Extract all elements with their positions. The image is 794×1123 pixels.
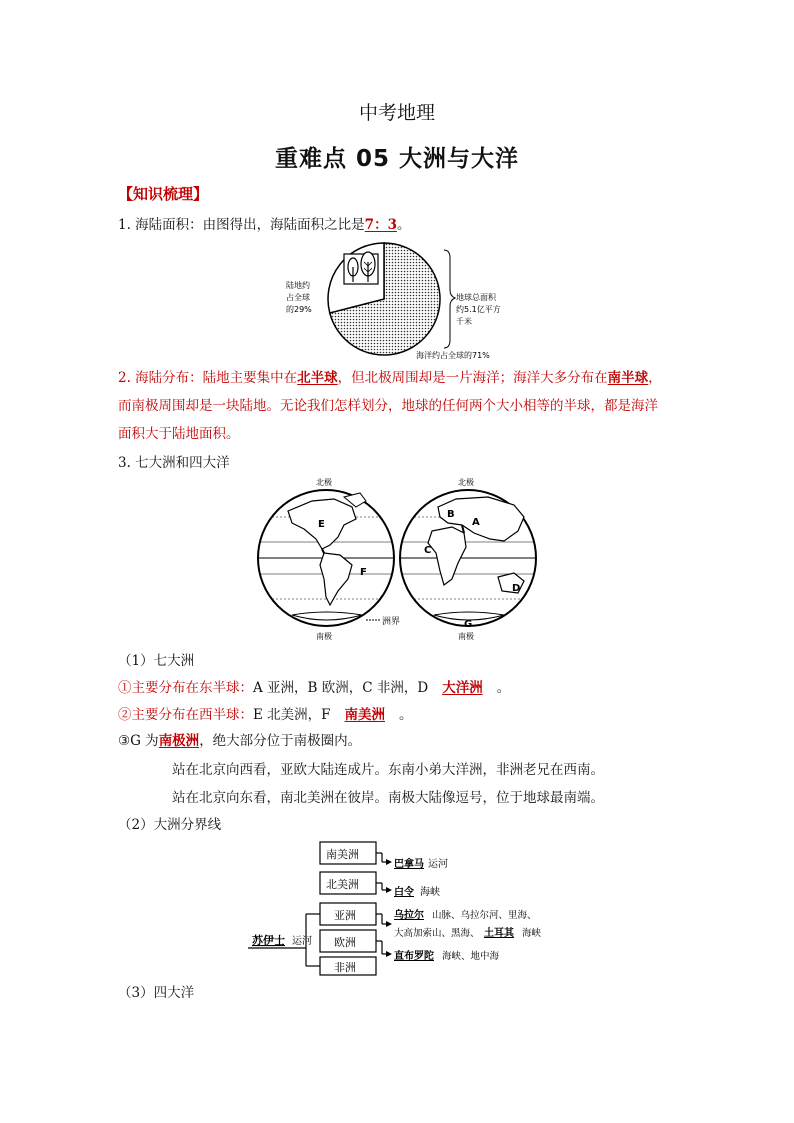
- bering-type: 海峡: [420, 887, 440, 898]
- suez-type: 运河: [292, 936, 312, 947]
- north-pole-label-east: 北极: [458, 478, 474, 487]
- south-pole-label-east: 南极: [458, 632, 474, 641]
- p2-answer-2: 南半球: [607, 370, 649, 386]
- gibraltar-rest: 海峡、地中海: [442, 951, 500, 962]
- land-ocean-pie-diagram: [280, 240, 530, 365]
- box-south-america: 南美洲: [326, 848, 359, 861]
- paragraph-1: [118, 215, 410, 235]
- p1-prefix: 1. 海陆面积：由图得出，海陆面积之比是: [118, 217, 365, 233]
- p2-l1-c: ，: [648, 370, 662, 386]
- earth-label-3: 千米: [456, 317, 472, 326]
- letter-C: C: [424, 545, 432, 556]
- p2-l1-b: ，但北极周围却是一片海洋；海洋大多分布在: [337, 370, 608, 386]
- suez-name: 苏伊士: [252, 934, 285, 947]
- subtitle: 中考地理: [358, 102, 435, 124]
- earth-label-2: 约5.1亿平方: [456, 305, 501, 314]
- ocean-label: 海洋约占全球的71%: [416, 351, 490, 360]
- p2-l1-a: 2. 海陆分布：陆地主要集中在: [118, 370, 298, 386]
- c3-answer: 南极洲: [158, 733, 200, 749]
- box-north-america: 北美洲: [326, 878, 359, 891]
- turkish-type: 海峡: [522, 928, 542, 939]
- paragraph-3: 3. 七大洲和四大洋: [118, 455, 230, 471]
- section-label: 【知识梳理】: [118, 185, 209, 203]
- c2-body: E 北美洲，F: [253, 707, 331, 723]
- rhyme-line-2: 站在北京向东看，南北美洲在彼岸。南极大陆像逗号，位于地球最南端。: [172, 790, 604, 806]
- p1-suffix: 。: [396, 217, 411, 233]
- south-pole-label-west: 南极: [316, 632, 332, 641]
- boundary-legend: 洲界: [382, 617, 401, 627]
- eastern-hemisphere: [400, 490, 536, 626]
- c2-answer: 南美洲: [344, 707, 386, 723]
- hemisphere-map: [252, 473, 544, 645]
- subheading-seven-continents: （1）七大洲: [118, 653, 195, 669]
- continent-line-2: [118, 705, 413, 725]
- letter-G: G: [464, 619, 473, 630]
- c2-prefix: ②主要分布在西半球：: [118, 707, 253, 723]
- letter-E: E: [318, 519, 325, 530]
- subheading-continent-boundaries: （2）大洲分界线: [118, 817, 222, 833]
- c3-prefix: ③G 为: [118, 733, 159, 749]
- c1-prefix: ①主要分布在东半球：: [118, 680, 253, 696]
- p1-answer: 7：3: [364, 217, 397, 233]
- p2-answer-1: 北半球: [297, 370, 338, 386]
- continent-line-1: [118, 678, 510, 698]
- north-pole-label-west: 北极: [316, 478, 332, 487]
- gibraltar-name: 直布罗陀: [394, 951, 434, 962]
- c3-suffix: ，绝大部分位于南极圈内。: [199, 733, 362, 749]
- c1-body: A 亚洲，B 欧洲，C 非洲，D: [253, 680, 429, 696]
- turkish-name: 土耳其: [484, 928, 514, 939]
- letter-A: A: [472, 517, 480, 528]
- paragraph-2-line-3: 面积大于陆地面积。: [118, 426, 240, 442]
- caucasus: 大高加索山、黑海、: [394, 928, 480, 939]
- land-label-3: 的29%: [286, 305, 312, 314]
- c1-answer: 大洋洲: [442, 680, 483, 696]
- rhyme-line-1: 站在北京向西看，亚欧大陆连成片。东南小弟大洋洲，非洲老兄在西南。: [172, 762, 604, 778]
- earth-label-1: 地球总面积: [456, 293, 496, 302]
- c2-suffix: 。: [399, 707, 413, 723]
- letter-D: D: [512, 583, 521, 594]
- ural-name: 乌拉尔: [394, 910, 424, 921]
- continent-boundary-chart: [246, 836, 556, 976]
- box-africa: 非洲: [334, 961, 356, 974]
- panama-name: 巴拿马: [394, 859, 424, 870]
- letter-B: B: [447, 509, 455, 520]
- continent-line-3: [118, 731, 361, 751]
- subheading-four-oceans: （3）四大洋: [118, 985, 195, 1001]
- panama-type: 运河: [428, 859, 448, 870]
- paragraph-2-line-2: 而南极周围却是一块陆地。无论我们怎样划分，地球的任何两个大小相等的半球，都是海洋: [118, 398, 658, 414]
- paragraph-2-line-1: [118, 368, 662, 388]
- ural-rest: 山脉、乌拉尔河、里海、: [432, 910, 537, 921]
- box-europe: 欧洲: [334, 936, 356, 949]
- western-hemisphere: [258, 490, 394, 626]
- box-asia: 亚洲: [334, 909, 356, 922]
- bering-name: 白令: [394, 887, 414, 898]
- tree-icon: [344, 252, 378, 284]
- land-label-1: 陆地约: [286, 281, 310, 290]
- c1-suffix: 。: [496, 680, 511, 696]
- land-label-2: 占全球: [286, 293, 310, 302]
- letter-F: F: [360, 567, 367, 578]
- page-title: 重难点 05 大洲与大洋: [274, 146, 520, 172]
